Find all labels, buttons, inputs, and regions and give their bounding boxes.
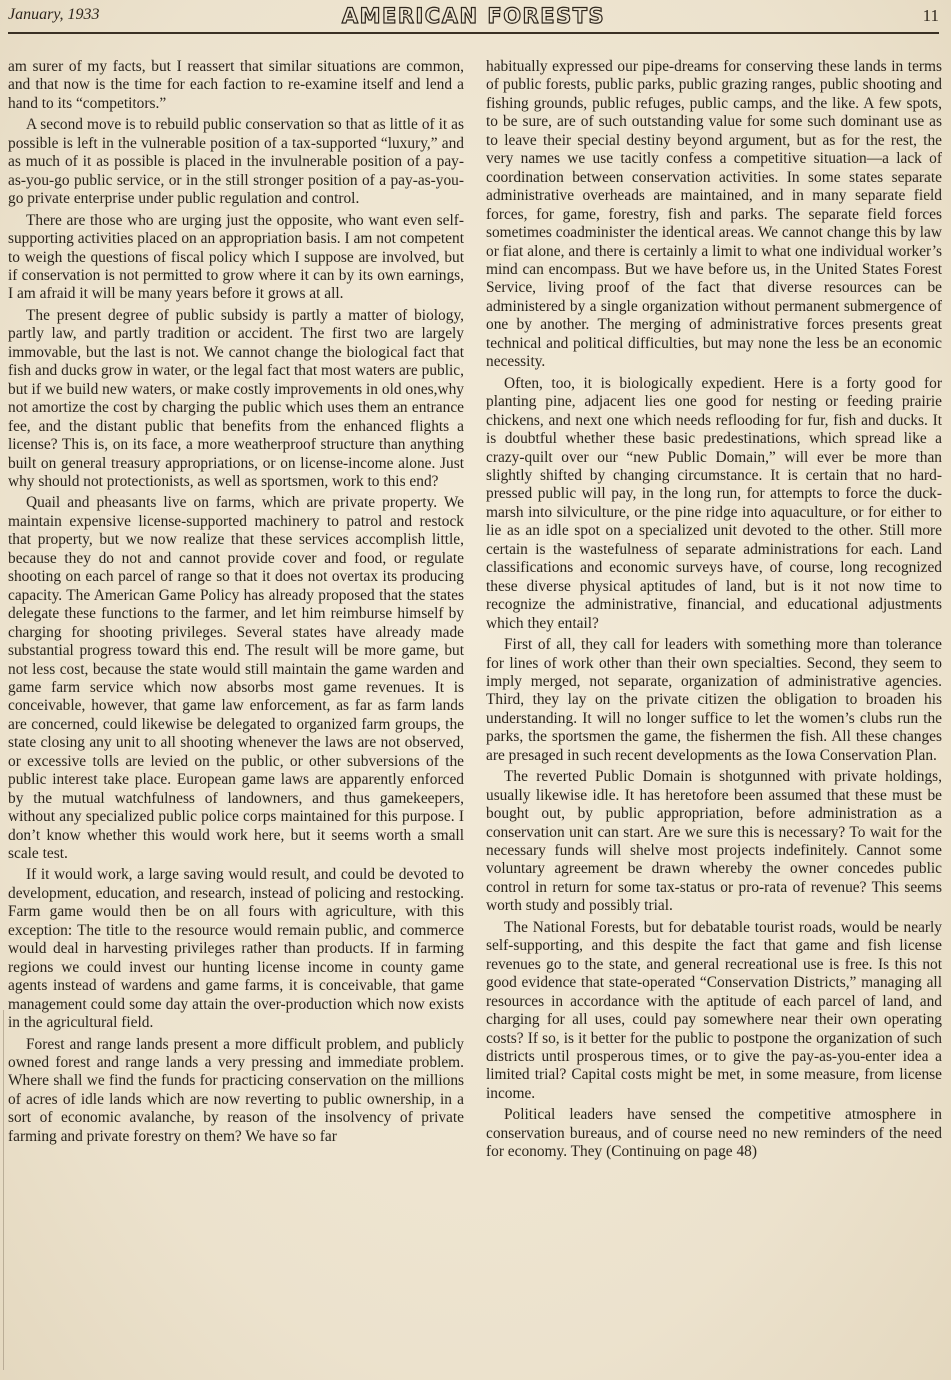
- page-number: 11: [922, 6, 939, 25]
- magazine-title: AMERICAN FORESTS: [341, 4, 606, 28]
- paragraph: Political leaders have sensed the competitive atmosphere in conservation bureaus, and of course need no new reminders of the need for economy. They (Continuing on page 48): [486, 1106, 942, 1161]
- paragraph: habitually expressed our pipe-dreams for conserving these lands in terms of public forests, public parks, public grazing ranges, public shooting and fishing grounds, public refuges, public camps, and the like. A few spots, to be sure, are of such outstanding value for some such dominant use as to leave their special destiny beyond argument, but as for the rest, the very names we use tacitly confess a competitive situation—a lack of coordination between conservation activities. In some states separate administrative overheads are maintained, and in many separate field forces, for game, forestry, fish and parks. The separate field forces sometimes coadminister the identical areas. We cannot change this by law or fiat alone, and there is certainly a limit to what one individual worker’s mind can encompass. But we have before us, in the United States Forest Service, living proof of the fact that diverse resources can be administered by a single organization without permanent submergence of one by another. The merging of administrative forces presents great technical and political difficulties, but may none the less be an economic necessity.: [486, 58, 942, 371]
- left-column: [8, 58, 464, 1149]
- paragraph: If it would work, a large saving would result, and could be devoted to development, education, and research, instead of policing and restocking. Farm game would then be on all fours with agriculture, with this exception: The title to the resource would remain public, and commerce would deal in harvesting privileges rather than products. If in farming regions we could invest our hunting license income in county game agents instead of wardens and game farms, it is conceivable, that game management could some day attain the over-production which now exists in the agricultural field.: [8, 866, 464, 1032]
- paragraph: There are those who are urging just the opposite, who want even self-supporting activities placed on an appropriation basis. I am not competent to weigh the questions of fiscal policy which I suppose are involved, but if conservation is not permitted to grow where it can by its own earnings, I am afraid it will be many years before it grows at all.: [8, 211, 464, 303]
- header-rule: [8, 32, 939, 34]
- paragraph: Forest and range lands present a more difficult problem, and publicly owned forest and range lands a very pressing and immediate problem. Where shall we find the funds for practicing conservation on the millions of acres of idle lands which are now reverting to public ownership, in a sort of economic avalanche, by reason of the insolvency of private farming and private forestry on them? We have so far: [8, 1035, 464, 1145]
- paragraph: A second move is to rebuild public conservation so that as little of it as possible is left in the vulnerable position of a tax-supported “luxury,” and as much of it as possible is placed in the invulnerable position of a pay-as-you-go public service, or in the still stronger position of a pay-as-you-go private enterprise under public regulation and control.: [8, 116, 464, 208]
- paragraph: First of all, they call for leaders with something more than tolerance for lines of work other than their own specialties. Second, they seem to imply merged, not separate, organization of administrative agencies. Third, they lay on the private citizen the obligation to broaden his understanding. It will no longer suffice to let the women’s clubs run the parks, the sportsmen the game, the fishermen the fish. All these changes are presaged in such recent developments as the Iowa Conservation Plan.: [486, 636, 942, 764]
- paragraph: The present degree of public subsidy is partly a matter of biology, partly law, and partly tradition or accident. The first two are largely immovable, but the last is not. We cannot change the biological fact that fish and ducks grow in water, or the legal fact that most waters are public, but if we build new waters, or make costly improvements in old ones,why not amortize the cost by charging the public which uses them an entrance fee, and the distant public that benefits from the enhanced flights a license? This is, on its face, a more weatherproof structure than anything built on general treasury appropriations, or on license-income alone. Just why should not protectionists, as well as sportsmen, work to this end?: [8, 306, 464, 490]
- paragraph: The National Forests, but for debatable tourist roads, would be nearly self-supporting, and this despite the fact that game and fish license revenues go to the state, and general recreational use is free. Is this not good evidence that state-operated “Conservation Districts,” managing all resources in accordance with the aptitude of each parcel of land, and charging for all uses, could pay somewhere near their own operating costs? If so, is it better for the public to postpone the organization of such districts until prosperous times, or to give the pay-as-you-enter idea a limited trial? Capital costs might be met, in some measure, from license income.: [486, 918, 942, 1102]
- paragraph: Quail and pheasants live on farms, which are private property. We maintain expensive license-supported machinery to patrol and restock that property, but we now realize that these services accomplish little, because they do not and cannot provide cover and food, or regulate shooting on each parcel of range so that it does not overtax its producing capacity. The American Game Policy has already proposed that the states delegate these functions to the farmer, and let him reimburse himself by charging for shooting privileges. Several states have already made substantial progress toward this end. The result will be more game, but not less cost, because the state would still maintain the game warden and game farm service which now absorbs most game revenues. It is conceivable, however, that game law enforcement, as far as farm lands are concerned, could likewise be delegated to organized farm groups, the state closing any unit to all shooting whenever the laws are not observed, or excessive tolls are levied on the public, or other subversions of the public interest take place. European game laws are apparently enforced by the mutual watchfulness of landowners, and thus gamekeepers, without any specialized public police corps maintained for this purpose. I don’t know whether this would work here, but it seems worth a small scale test.: [8, 494, 464, 863]
- right-column: [486, 58, 942, 1165]
- page-fold-mark: [3, 1010, 7, 1370]
- page-header: [8, 4, 939, 30]
- paragraph: am surer of my facts, but I reassert that similar situations are common, and that now is the time for each faction to re-examine itself and lend a hand to its “competitors.”: [8, 58, 464, 112]
- issue-date: January, 1933: [8, 6, 100, 23]
- paragraph: The reverted Public Domain is shotgunned with private holdings, usually likewise idle. It has heretofore been assumed that these must be bought out, by public appropriation, before administration as a conservation unit can start. Are we sure this is necessary? To wait for the necessary funds will shelve most projects indefinitely. Cannot some voluntary agreement be drawn whereby the owner concedes public control in return for some tax-status or pro-rata of revenue? This seems worth study and possibly trial.: [486, 768, 942, 915]
- paragraph: Often, too, it is biologically expedient. Here is a forty good for planting pine, adjacent lies one good for nesting or feeding prairie chickens, and next one which needs reflooding for fur, fish and ducks. It is doubtful whether these basic predestinations, which spread like a crazy-quilt over our “new Public Domain,” will ever be more than slightly shifted by changing circumstance. It is certain that no hard-pressed public will pay, in the long run, for attempts to force the duck-marsh into silviculture, or the pine ridge into aquaculture, or for either to lie as an idle spot on a specialized unit devoted to the other. Still more certain is the wastefulness of separate administrations for each. Land classifications and economic surveys have, of course, long recognized these diverse physical aptitudes of land, but is it not now time to recognize the administrative, financial, and educational adjustments which they entail?: [486, 374, 942, 632]
